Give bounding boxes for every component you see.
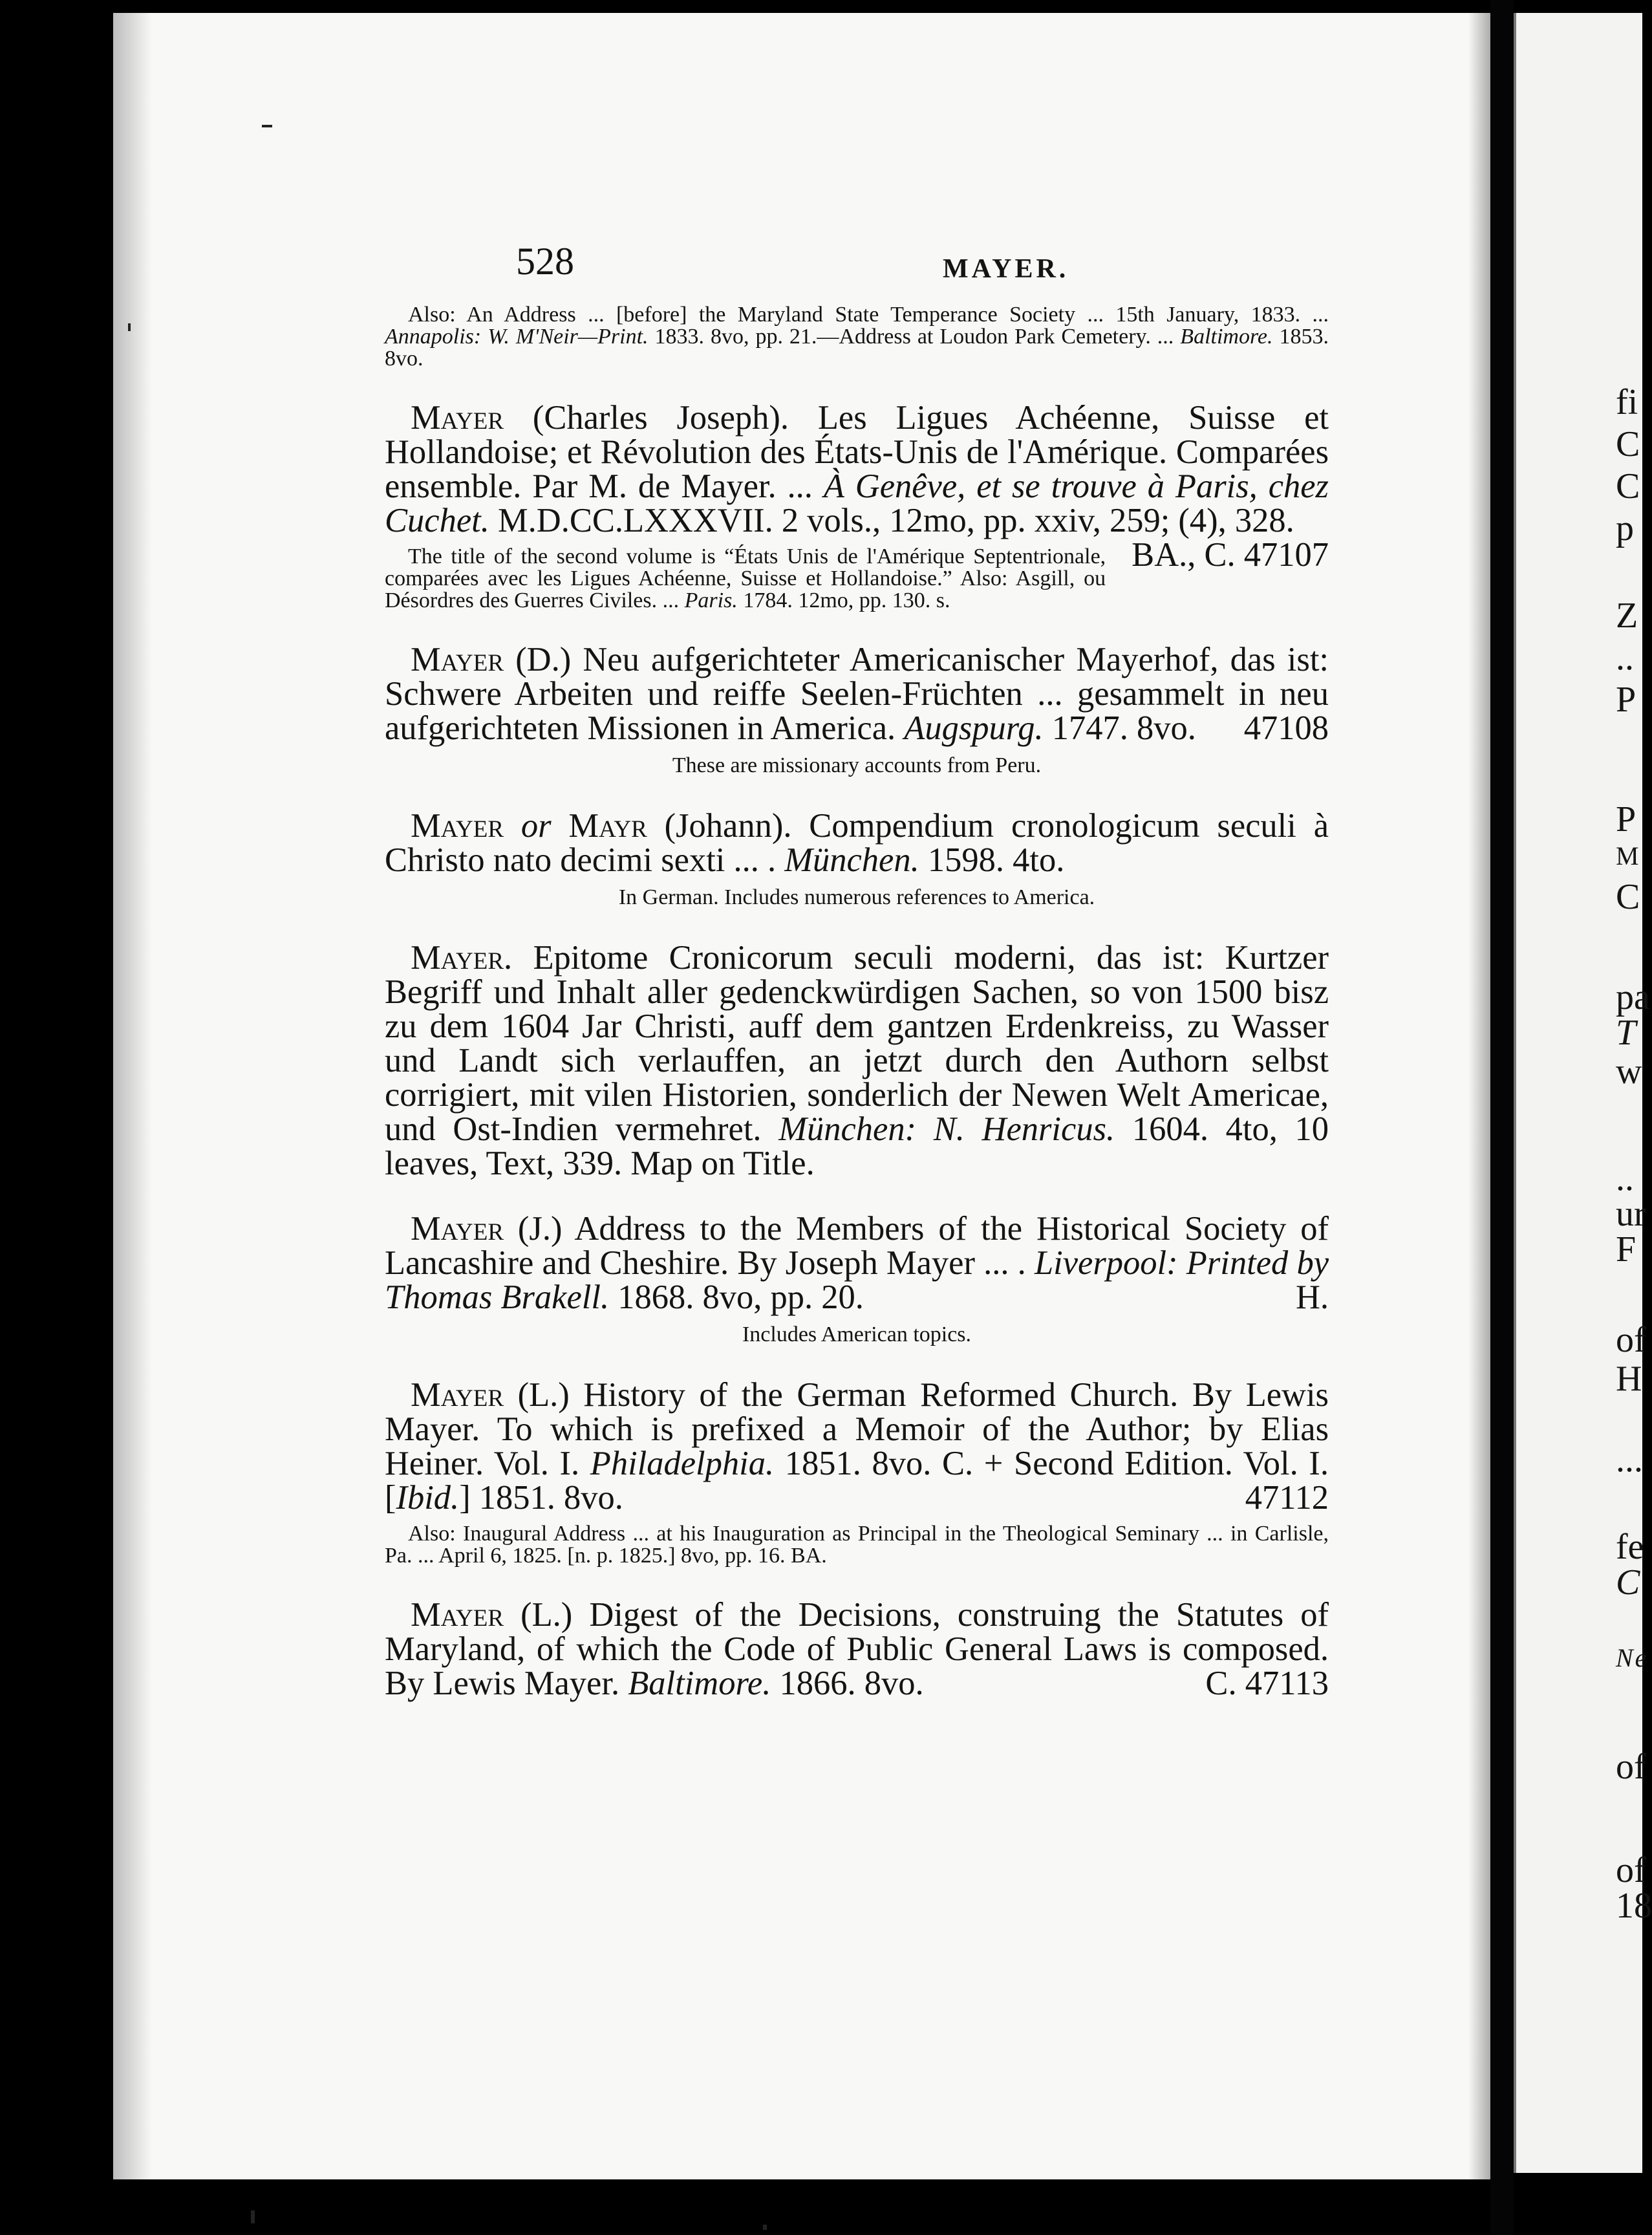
small-caps-text: Mayer <box>411 399 504 437</box>
small-caps-text: Mayer <box>411 641 504 678</box>
small-caps-text: Mayer <box>411 807 504 845</box>
facing-page-fragment: C <box>1616 424 1640 464</box>
bibliography-entry <box>385 1378 1329 1515</box>
facing-page-fragment: Z <box>1616 596 1638 636</box>
italic-text: Baltimore. <box>1180 325 1273 349</box>
entry-text: 1604. 4to, 10 leaves, Text, 339. Map on Title. <box>385 1110 1329 1182</box>
facing-page-fragment: ... <box>1616 1440 1643 1480</box>
entry-text: 1851. 8vo. C. + Second Edition. Vol. I. [ <box>385 1445 1329 1517</box>
bibliography-entry <box>385 1212 1329 1315</box>
facing-page-fragment: C <box>1616 877 1640 917</box>
facing-page-fragment: .. <box>1616 638 1634 678</box>
facing-page-fragment: C <box>1616 466 1640 506</box>
small-caps-text: Mayer <box>411 1596 504 1634</box>
facing-page-fragment: P <box>1616 799 1636 839</box>
book-gutter <box>1490 0 1514 2235</box>
small-caps-text: Mayer <box>411 1210 504 1247</box>
small-caps-text: Mayr <box>568 807 647 845</box>
facing-page-fragment: T <box>1616 1013 1636 1053</box>
spacer <box>385 1347 1329 1378</box>
entry-text: Also: Inaugural Address ... at his Inauguration as Principal in the Theological Seminary ... in Carlisle, Pa. ... April 6, 1825. [n. p. 1825.] 8vo, pp. 16. BA. <box>385 1522 1329 1568</box>
catalog-number: C. 47113 <box>1205 1665 1329 1702</box>
facing-page-fragment: ur <box>1616 1194 1646 1234</box>
facing-page-fragment: fi <box>1616 382 1638 422</box>
facing-page-fragment: p <box>1616 508 1634 548</box>
entry-text: 1866. 8vo. <box>771 1665 924 1702</box>
entry-text: The title of the second volume is “États Unis de l'Amérique Septentrionale, comparées avec les Ligues Achéenne, Suisse et Hollandoise.” Also: Asgill, ou Désordres des Guerres Civiles. ... <box>385 545 1106 612</box>
facing-page-fragment: fe <box>1616 1527 1644 1567</box>
bibliography-entry <box>385 1598 1329 1701</box>
facing-page-fragment: M <box>1616 841 1641 870</box>
entry-note <box>385 1523 1329 1567</box>
facing-page-fragment: P <box>1616 680 1636 720</box>
bibliography-entry <box>385 643 1329 746</box>
catalog-number: H. <box>1295 1279 1329 1316</box>
facing-page-fragment: H <box>1616 1359 1642 1399</box>
bibliography-entry <box>385 941 1329 1181</box>
entry-text <box>504 807 521 845</box>
entry-note <box>385 304 1329 370</box>
small-caps-text: Mayer <box>411 1376 504 1414</box>
italic-text: Philadelphia. <box>590 1445 775 1482</box>
italic-text: Liverpool: Printed by Thomas Brakell. <box>385 1244 1329 1316</box>
italic-text: München: N. Henricus. <box>778 1110 1115 1148</box>
facing-page-fragment: w <box>1616 1052 1642 1092</box>
spacer <box>385 778 1329 809</box>
facing-page-fragment: 18 <box>1616 1886 1652 1926</box>
entry-text: (J.) Address to the Members of the Historical Society of Lancashire and Cheshire. By Joseph Mayer ... . <box>385 1210 1329 1282</box>
running-head: MAYER. <box>943 254 1069 284</box>
spacer <box>385 370 1329 401</box>
italic-text: Augspurg. <box>904 709 1044 747</box>
facing-page-fragment: F <box>1616 1229 1636 1269</box>
spacer <box>385 612 1329 643</box>
entry-text <box>552 807 569 845</box>
entry-text: 1833. 8vo, pp. 21.—Address at Loudon Park Cemetery. ... <box>648 325 1181 349</box>
entry-text: (Johann). Compendium cronologicum seculi à Christo nato decimi sexti ... . <box>385 807 1329 879</box>
entry-text: 2 vols., 12mo, pp. xxiv, 259; (4), 328. <box>773 502 1294 539</box>
spacer <box>385 910 1329 941</box>
catalog-number: 47112 <box>1245 1479 1329 1517</box>
italic-text: À Genêve, et se trouve à Paris, chez Cuchet. <box>385 468 1329 539</box>
facing-page-fragment: C <box>1616 1562 1640 1603</box>
facing-page-fragment: pa <box>1616 977 1650 1017</box>
entry-annotation: Includes American topics. <box>742 1323 972 1346</box>
small-caps-text: Mayer. <box>411 939 513 977</box>
entry-text: (L.) History of the German Reformed Church. By Lewis Mayer. To which is prefixed a Memoir of the Author; by Elias Heiner. Vol. I. <box>385 1376 1329 1482</box>
entry-text: 1598. 4to. <box>919 841 1065 879</box>
entry-text: Also: An Address ... [before] the Maryland State Temperance Society ... 15th January, 1833. ... <box>408 303 1329 327</box>
page-number: 528 <box>516 240 574 283</box>
bibliography-entry <box>385 809 1329 878</box>
facing-page-fragment: of <box>1616 1747 1646 1787</box>
entry-text: 1868. 8vo, pp. 20. <box>609 1279 864 1316</box>
entry-text: 1853. 8vo. <box>385 325 1329 371</box>
italic-text: München. <box>784 841 919 879</box>
entry-text: 1784. 12mo, pp. 130. s. <box>737 588 950 612</box>
catalog-number: 47108 <box>1243 709 1329 747</box>
entry-text: 1747. 8vo. <box>1043 709 1196 747</box>
entry-annotation: In German. Includes numerous references to America. <box>618 885 1095 909</box>
italic-text: Baltimore. <box>628 1665 771 1702</box>
entry-text: (D.) Neu aufgerichteter Americanischer Mayerhof, das ist: Schwere Arbeiten und reiffe Seelen-Früchten ... gesammelt in neu aufgerichteten Missionen in America. <box>385 641 1329 747</box>
italic-text: Paris. <box>684 588 738 612</box>
facing-page-fragment: Ne <box>1616 1643 1649 1672</box>
bibliography-entry <box>385 399 1329 574</box>
entry-text: (L.) Digest of the Decisions, construing the Statutes of Maryland, of which the Code of Public General Laws is composed. By Lewis Mayer. <box>385 1596 1329 1702</box>
facing-page-fragment: of <box>1616 1850 1646 1890</box>
entry-text: (Charles Joseph). Les Ligues Achéenne, Suisse et Hollandoise; et Révolution des États-Unis de l'Amérique. Comparées ensemble. Par M. de Mayer. ... <box>385 399 1329 505</box>
entry-annotation: These are missionary accounts from Peru. <box>672 753 1042 777</box>
page-header <box>516 239 1428 291</box>
entry-text: ] 1851. 8vo. <box>459 1479 623 1517</box>
small-caps-text: M.D.CC.LXXXVII. <box>489 502 773 539</box>
spacer <box>385 1181 1329 1212</box>
spacer <box>385 1567 1329 1598</box>
catalog-number: BA., C. 47107 <box>1132 536 1329 574</box>
entry-text: Epitome Cronicorum seculi moderni, das ist: Kurtzer Begriff und Inhalt aller gedenckwürdigen Sachen, so von 1500 bisz zu dem 1604 Jar Christi, auff dem gantzen Erdenkreiss, zu Wasser und Landt sich verlauffen, an jetzt durch den Authorn selbst corrigiert, mit vilen Historien, sonderlich der Newen Welt Americae, und Ost-Indien vermehret. <box>385 939 1329 1148</box>
italic-text: Annapolis: W. M'Neir—Print. <box>385 325 649 349</box>
facing-page-edge <box>1514 13 1652 2173</box>
bibliography-entries <box>385 304 1329 1701</box>
italic-text: or <box>520 807 552 845</box>
facing-page-fragment: .. <box>1616 1158 1634 1198</box>
italic-text: Ibid. <box>396 1479 460 1517</box>
facing-page-fragment: of <box>1616 1320 1646 1360</box>
